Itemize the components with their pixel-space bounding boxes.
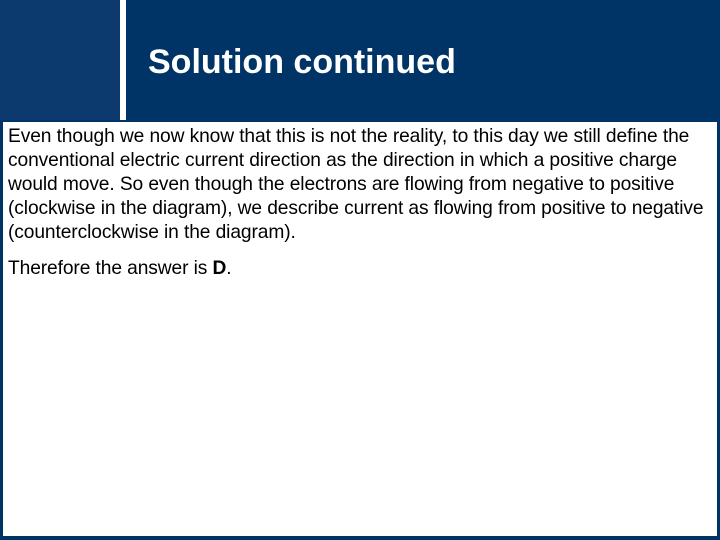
header-accent-panel bbox=[0, 0, 120, 120]
content-panel bbox=[3, 122, 717, 536]
answer-line bbox=[8, 257, 713, 281]
explanation-paragraph: Even though we now know that this is not the reality, to this day we still define the conventional electric current direction as the direction in which a positive charge would move. So even though the electrons are flowing from negative to positive (clockwise in the diagram), we describe current as flowing from positive to negative (counterclockwise in the diagram). bbox=[8, 126, 704, 243]
answer-prefix: Therefore the answer is bbox=[8, 258, 213, 279]
answer-letter: D bbox=[212, 258, 227, 279]
header-divider bbox=[120, 0, 126, 120]
slide-title: Solution continued bbox=[148, 43, 456, 81]
answer-suffix: . bbox=[226, 258, 232, 279]
